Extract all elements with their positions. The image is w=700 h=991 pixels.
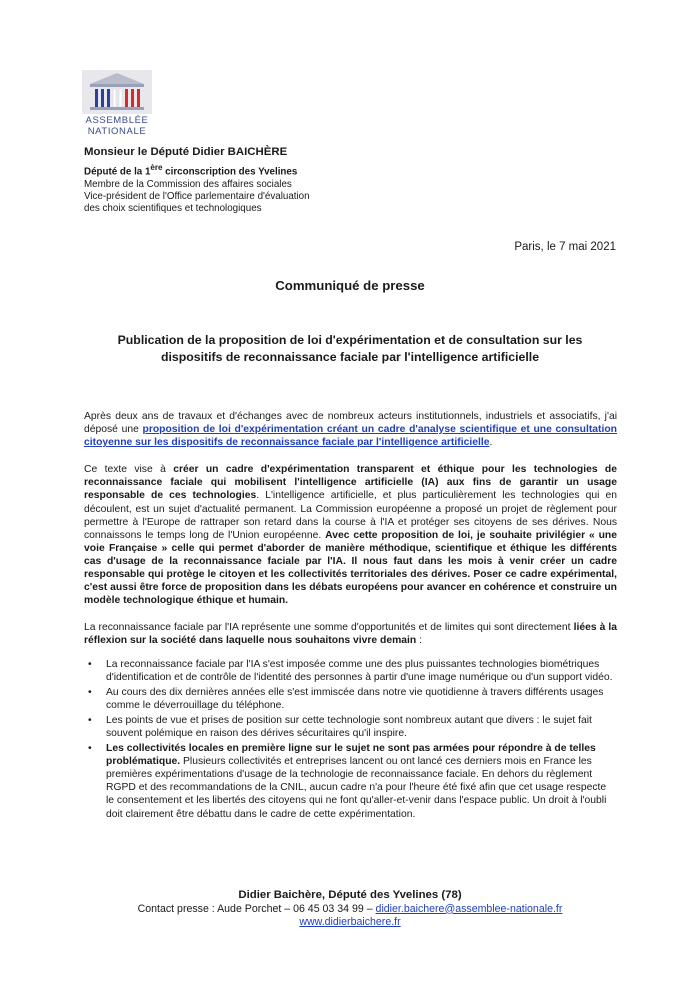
bullet-4-text: Plusieurs collectivités et entreprises lancent ou ont lancé ces derniers mois en France les premières expérimentations d'usage de la technologie de reconnaissance faciale. En dehors du règlement RGPD et des recommandations de la CNIL, aucun cadre n'a pour l'heure été fixé afin que cet usage respecte le consentement et les libertés des citoyens qui ne font qu'aller-et-venir dans l'espace public. Un droit à l'oubli doit clairement être débattu dans le cadre de cette expérimentation. bbox=[106, 756, 607, 820]
paragraph-1 bbox=[84, 410, 617, 449]
p1-text: Après deux ans de travaux et d'échanges avec de nombreux acteurs institutionnels, industriels et associatifs, j'ai déposé une bbox=[84, 411, 617, 436]
p2-b: créer un cadre d'expérimentation transparent et éthique pour les technologies de reconnaissance faciale qui mobilisent l'intelligence artificielle (IA) aux fins de garantir un usage responsable de ces technologies bbox=[84, 464, 617, 502]
proposition-link[interactable]: proposition de loi d'expérimentation créant un cadre d'analyse scientifique et une consultation citoyenne sur les dispositifs de reconnaissance faciale par l'intelligence artificielle bbox=[84, 424, 617, 449]
hemicycle-icon bbox=[82, 70, 152, 114]
bullet-item bbox=[84, 742, 617, 821]
logo-line-1: ASSEMBLÉE bbox=[85, 115, 149, 126]
role-pre: Député de la 1 bbox=[84, 166, 151, 178]
footer-website bbox=[0, 916, 700, 930]
bullet-item: • Les points de vue et prises de position sur cette technologie sont nombreux autant que divers : le sujet fait souvent polémique en raison des dérives sécuritaires qu'il inspire. bbox=[84, 714, 617, 740]
deputy-role bbox=[84, 162, 310, 178]
sender-header bbox=[84, 146, 310, 215]
logo-line-2: NATIONALE bbox=[87, 126, 147, 137]
role-sup: ère bbox=[150, 163, 163, 173]
document-subtitle: Publication de la proposition de loi d'expérimentation et de consultation sur les dispositifs de reconnaissance faciale par l'intelligence artificielle bbox=[117, 333, 583, 364]
document-body bbox=[84, 410, 617, 823]
p2-d: Avec cette proposition de loi, je souhaite privilégier « une voie Française » celle qui permet d'aborder de manière méthodique, scientifique et éthique les différents cas d'usage de la reconnaissance faciale par l'IA. Il nous faut dans les mois à venir créer un cadre responsable qui protège le citoyen et les collectivités territoriales des dérives. Poser ce cadre expérimental, c'est aussi être force de proposition dans les débats européens pour avancer en cohérence et construire un modèle technologique éthique et humain. bbox=[84, 529, 617, 607]
contact-text: Contact presse : Aude Porchet – 06 45 03 34 99 – bbox=[137, 902, 376, 915]
paragraph-3 bbox=[84, 621, 617, 647]
bullet-item: • Au cours des dix dernières années elle s'est immiscée dans notre vie quotidienne à travers différents usages comme le déverrouillage du téléphone. bbox=[84, 686, 617, 712]
p3-b: liées à la réflexion sur la société dans laquelle nous souhaitons vivre demain bbox=[84, 622, 617, 647]
email-link[interactable]: didier.baichere@assemblee-nationale.fr bbox=[375, 902, 563, 915]
header-line-3: des choix scientifiques et technologiques bbox=[84, 203, 262, 215]
p3-a: La reconnaissance faciale par l'IA représente une somme d'opportunités et de limites qui sont directement bbox=[84, 622, 574, 634]
logo-text bbox=[82, 115, 152, 137]
bullet-4-bold: Les collectivités locales en première ligne sur le sujet ne sont pas armées pour répondre à de telles problématique. bbox=[106, 743, 596, 768]
bullet-list bbox=[84, 658, 617, 821]
p2-a: Ce texte vise à bbox=[84, 464, 174, 476]
deputy-name: Monsieur le Député Didier BAICHÈRE bbox=[84, 146, 288, 158]
p2-c: . L'intelligence artificielle, et plus particulièrement les technologies qui en découlent, est un sujet d'actualité permanent. La Commission européenne a proposé un projet de règlement pour permettre à l'Europe de rattraper son retard dans la course à l'IA et protéger ses citoyens de ses dérives. Nous connaissons le temps long de l'Union européenne. bbox=[84, 490, 617, 541]
p3-c: : bbox=[416, 635, 423, 647]
paragraph-2 bbox=[84, 463, 617, 607]
document-title: Communiqué de presse bbox=[275, 278, 425, 293]
document-date: Paris, le 7 mai 2021 bbox=[514, 241, 616, 253]
role-post: circonscription des Yvelines bbox=[162, 166, 298, 178]
footer-contact bbox=[0, 903, 700, 917]
footer-signature: Didier Baichère, Député des Yvelines (78) bbox=[238, 889, 462, 901]
website-link[interactable]: www.didierbaichere.fr bbox=[299, 916, 401, 929]
bullet-item: • La reconnaissance faciale par l'IA s'est imposée comme une des plus puissantes technologies biométriques d'identification et de contrôle de l'identité des personnes à partir d'une image numérique ou d'un support vidéo. bbox=[84, 658, 617, 684]
p1-end: . bbox=[489, 437, 493, 449]
header-line-1: Membre de la Commission des affaires sociales bbox=[84, 178, 292, 190]
header-line-2: Vice-président de l'Office parlementaire d'évaluation bbox=[84, 190, 310, 202]
footer bbox=[0, 889, 700, 930]
